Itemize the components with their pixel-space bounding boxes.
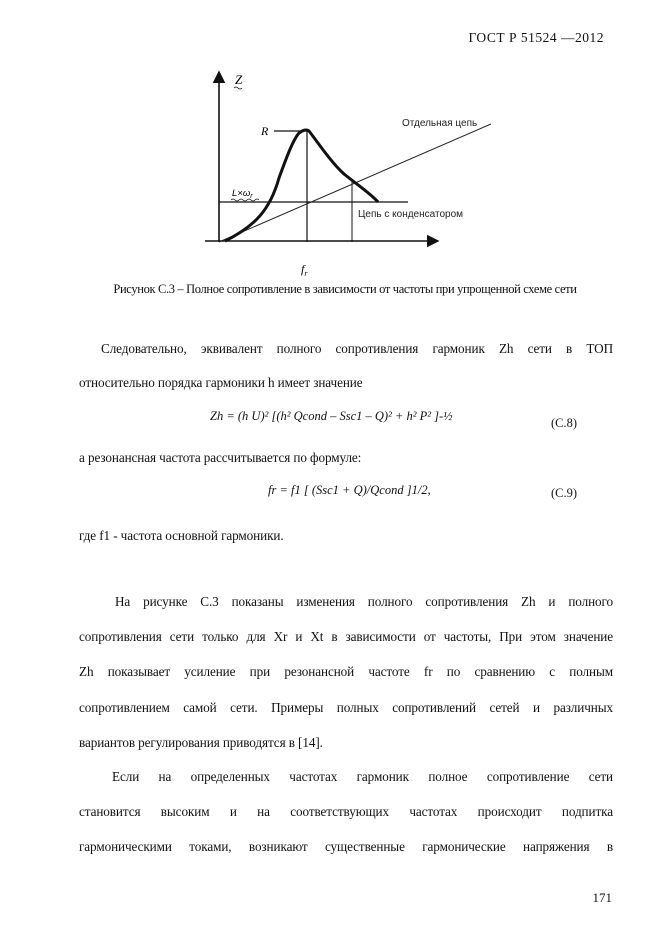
y-axis-label: Z — [235, 72, 243, 87]
paragraph-line: сопротивлением самой сети. Примеры полных сопротивлений сетей и различных — [79, 700, 613, 715]
paragraph-line: сопротивления сети только для Xr и Xt в зависимости от частоты, При этом значение — [79, 629, 613, 644]
paragraph-line: гармоническими токами, возникают существенные гармонические напряжения в — [79, 839, 613, 854]
inductive-label-underline — [231, 199, 259, 201]
paragraph-line: где f1 - частота основной гармоники. — [79, 528, 284, 543]
equation-c8: Zh = (h U)² [(h² Qcond – Ssc1 – Q)² + h² P² ]-½ — [210, 409, 453, 423]
paragraph-line: вариантов регулирования приводятся в [14]. — [79, 735, 323, 750]
figure-caption: Рисунок С.3 – Полное сопротивление в зависимости от частоты при упрощенной схеме сети — [113, 282, 577, 296]
separate-circuit-label: Отдельная цепь — [402, 118, 478, 129]
page-number: 171 — [592, 890, 612, 905]
paragraph-line: а резонансная частота рассчитывается по формуле: — [79, 450, 362, 465]
paragraph-line: Zh показывает усиление при резонансной частоте fr по сравнению с полным — [79, 664, 613, 679]
equation-c8-number: (C.8) — [551, 416, 578, 430]
impedance-frequency-diagram — [195, 60, 505, 285]
paragraph-line: становится высоким и на соответствующих частотах происходит подпитка — [79, 804, 613, 819]
paragraph-line: На рисунке С.3 показаны изменения полного сопротивления Zh и полного — [115, 594, 613, 609]
equation-c9: fr = f1 [ (Ssc1 + Q)/Qcond ]1/2, — [268, 483, 431, 497]
capacitor-circuit-label: Цепь с конденсатором — [358, 209, 463, 220]
paragraph-line: Если на определенных частотах гармоник полное сопротивление сети — [112, 769, 613, 784]
equation-c9-number: (C.9) — [551, 486, 578, 500]
y-axis-label-tilde — [234, 87, 242, 89]
document-header: ГОСТ Р 51524 —2012 — [468, 30, 604, 45]
inductive-reactance-label: $L\times\omega_r$ — [232, 188, 253, 200]
capacitor-circuit-curve — [225, 130, 378, 241]
paragraph-line: относительно порядка гармоники h имеет значение — [79, 375, 363, 390]
peak-label: R — [261, 124, 269, 138]
resonance-frequency-tick-label: $f_r$ — [301, 262, 308, 278]
paragraph-line: Следовательно, эквивалент полного сопротивления гармоник Zh сети в ТОП — [101, 341, 613, 356]
